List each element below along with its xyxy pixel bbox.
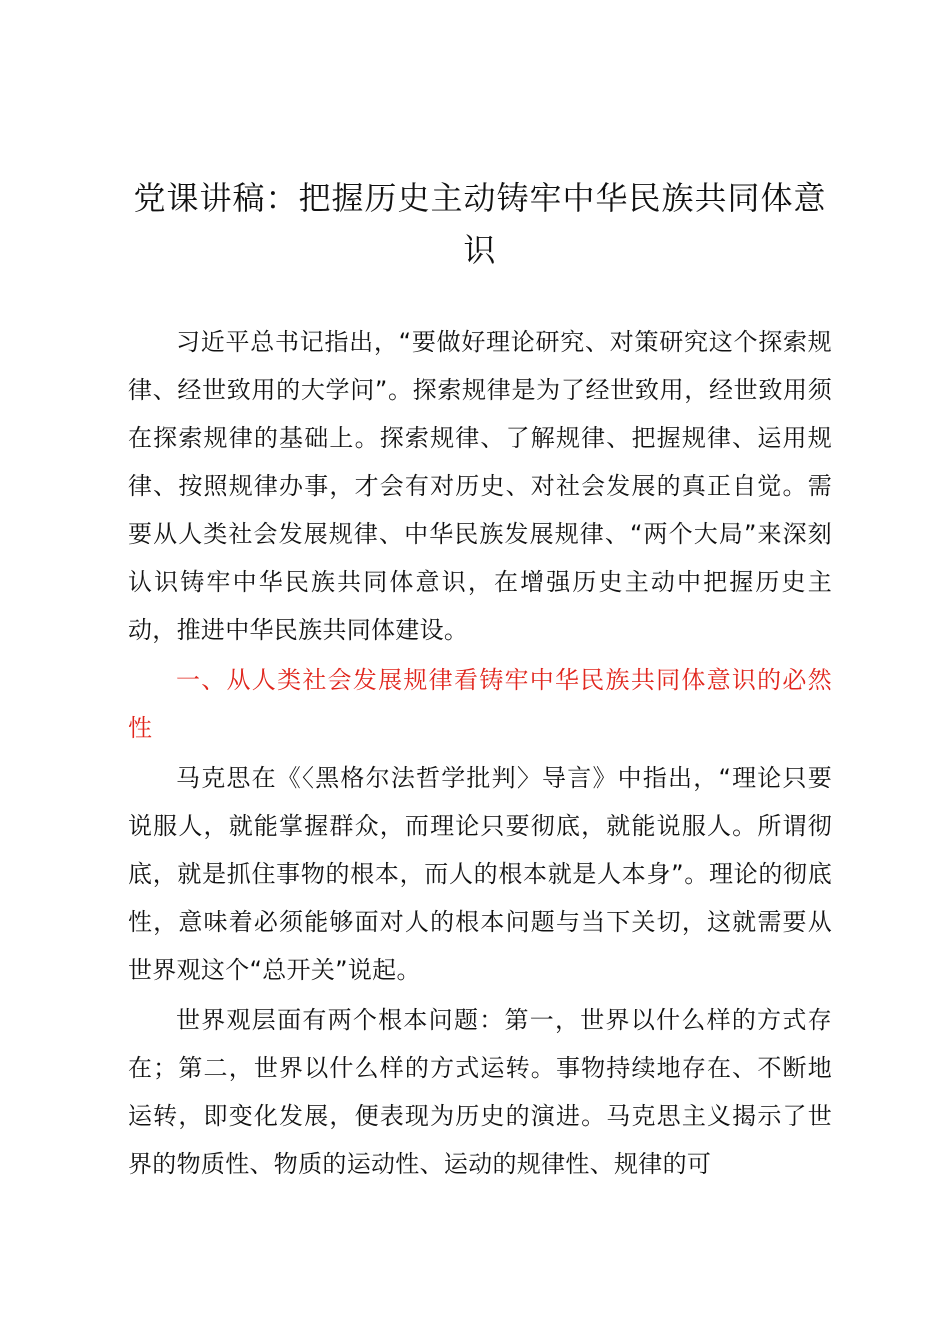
document-title: 党课讲稿：把握历史主动铸牢中华民族共同体意识 — [133, 179, 827, 269]
intro-paragraph: 习近平总书记指出，“要做好理论研究、对策研究这个探索规律、经世致用的大学问”。探索规律是为了经世致用，经世致用须在探索规律的基础上。探索规律、了解规律、把握规律、运用规律、按照规律办事，才会有对历史、对社会发展的真正自觉。需要从人类社会发展规律、中华民族发展规律、“两个大局”来深刻认识铸牢中华民族共同体意识，在增强历史主动中把握历史主动，推进中华民族共同体建设。 — [128, 328, 832, 644]
section-heading-1: 一、从人类社会发展规律看铸牢中华民族共同体意识的必然性 — [128, 666, 832, 742]
document-content — [128, 172, 832, 1190]
section-1-paragraph-1: 马克思在《〈黑格尔法哲学批判〉导言》中指出，“理论只要说服人，就能掌握群众，而理论只要彻底，就能说服人。所谓彻底，就是抓住事物的根本，而人的根本就是人本身”。理论的彻底性，意味着必须能够面对人的根本问题与当下关切，这就需要从世界观这个“总开关”说起。 — [128, 764, 832, 984]
section-1-paragraph-2: 世界观层面有两个根本问题：第一，世界以什么样的方式存在；第二，世界以什么样的方式运转。事物持续地存在、不断地运转，即变化发展，便表现为历史的演进。马克思主义揭示了世界的物质性、物质的运动性、运动的规律性、规律的可 — [128, 1006, 832, 1178]
